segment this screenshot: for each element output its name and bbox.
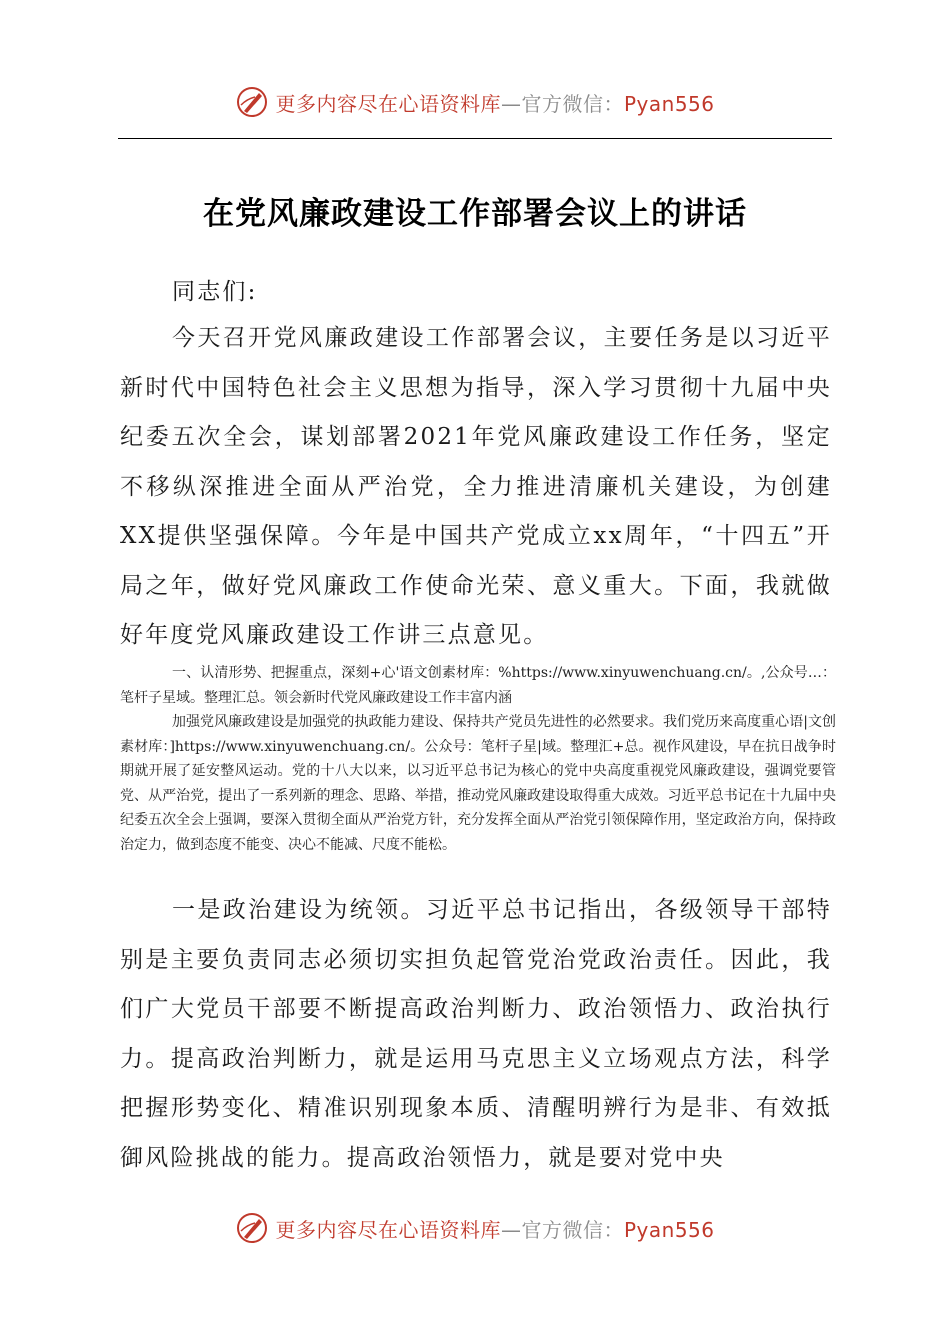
section-heading: 一、认清形势、把握重点，深刻+心'语文创素材库：%https://www.xinyuwenchuang.cn/。,公众号…：笔杆子星域。整理汇总。领会新时代党风廉政建设工作丰富内涵	[120, 665, 836, 706]
greeting: 同志们:	[172, 279, 258, 305]
section-body: 加强党风廉政建设是加强党的执政能力建设、保持共产党员先进性的必然要求。我们党历来高度重心语|文创素材库：]https://www.xinyuwenchuang.cn/。公众号：笔杆子星|域。整理汇+总。视作风建设，早在抗日战争时期就开展了延安整风运动。党的十八大以来，以习近平总书记为核心的党中央高度重视党风廉政建设，强调党要管党、从严治党，提出了一系列新的理念、思路、举措，推动党风廉政建设取得重大成效。习近平总书记在十九届中央纪委五次全会上强调，要深入贯彻全面从严治党方针，充分发挥全面从严治党引领保障作用，坚定政治方向，保持政治定力，做到态度不能变、决心不能减、尺度不能松。	[120, 714, 836, 853]
paragraph-intro: 今天召开党风廉政建设工作部署会议，主要任务是以习近平新时代中国特色社会主义思想为指导，深入学习贯彻十九届中央纪委五次全会，谋划部署2021年党风廉政建设工作任务，坚定不移纵深推进全面从严治党，全力推进清廉机关建设，为创建XX提供坚强保障。今年是中国共产党成立xx周年，“十四五”开局之年，做好党风廉政工作使命光荣、意义重大。下面，我就做好年度党风廉政建设工作讲三点意见。	[120, 325, 832, 648]
header-watermark	[0, 82, 950, 122]
watermark-text: 更多内容尽在心语资料库—官方微信：Pyan556	[275, 91, 715, 116]
quill-pen-circle-icon	[235, 85, 269, 119]
footer-watermark	[0, 1208, 950, 1248]
document-title: 在党风廉政建设工作部署会议上的讲话	[203, 196, 747, 232]
quill-pen-circle-icon	[235, 1211, 269, 1245]
paragraph-political: 一是政治建设为统领。习近平总书记指出，各级领导干部特别是主要负责同志必须切实担负起管党治党政治责任。因此，我们广大党员干部要不断提高政治判断力、政治领悟力、政治执行力。提高政治判断力，就是运用马克思主义立场观点方法，科学把握形势变化、精准识别现象本质、清醒明辨行为是非、有效抵御风险挑战的能力。提高政治领悟力，就是要对党中央	[120, 897, 832, 1171]
header-rule	[118, 138, 832, 139]
watermark-text: 更多内容尽在心语资料库—官方微信：Pyan556	[275, 1217, 715, 1242]
